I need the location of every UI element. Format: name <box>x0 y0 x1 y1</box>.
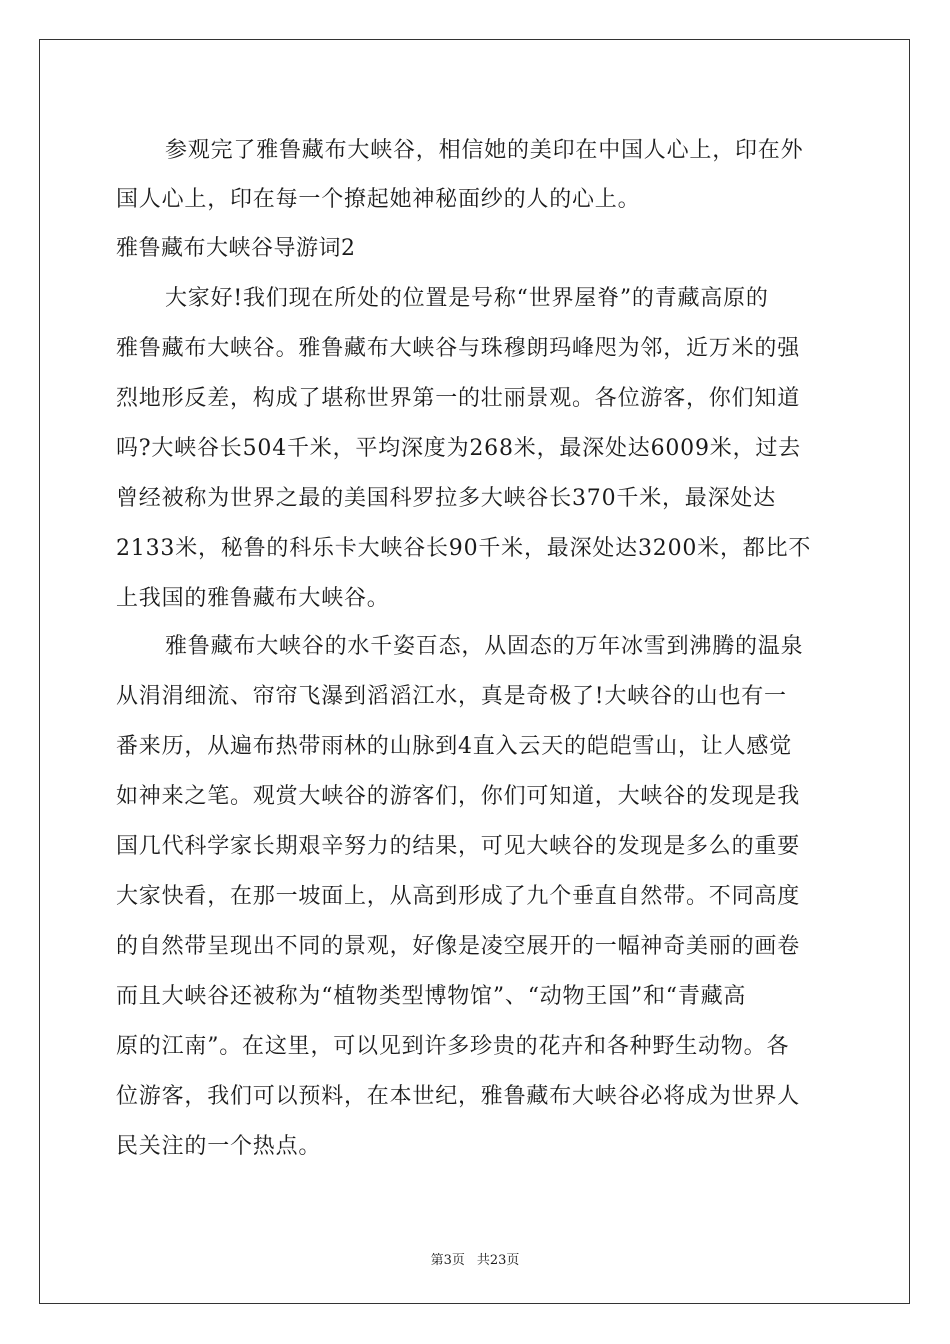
paragraph-line: 雅鲁藏布大峡谷。雅鲁藏布大峡谷与珠穆朗玛峰咫为邻，近万米的强 <box>116 336 801 361</box>
paragraph-line: 曾经被称为世界之最的美国科罗拉多大峡谷长370千米，最深处达 <box>116 486 776 511</box>
paragraph-line: 国几代科学家长期艰辛努力的结果，可见大峡谷的发现是多么的重要 <box>116 834 801 859</box>
paragraph-line: 番来历，从遍布热带雨林的山脉到4直入云天的皑皑雪山，让人感觉 <box>116 734 792 759</box>
paragraph-line: 原的江南”。在这里，可以见到许多珍贵的花卉和各种野生动物。各 <box>116 1034 790 1059</box>
paragraph-line: 如神来之笔。观赏大峡谷的游客们，你们可知道，大峡谷的发现是我 <box>116 784 801 809</box>
paragraph-line: 2133米，秘鲁的科乐卡大峡谷长90千米，最深处达3200米，都比不 <box>116 536 812 561</box>
paragraph-line: 国人心上，印在每一个撩起她神秘面纱的人的心上。 <box>116 187 641 212</box>
paragraph-line: 参观完了雅鲁藏布大峡谷，相信她的美印在中国人心上，印在外 <box>165 138 804 163</box>
paragraph-line: 上我国的雅鲁藏布大峡谷。 <box>116 586 390 611</box>
paragraph-line: 吗?大峡谷长504千米，平均深度为268米，最深处达6009米，过去 <box>116 436 801 461</box>
page-border <box>39 39 910 1304</box>
paragraph-line: 而且大峡谷还被称为“植物类型博物馆”、“动物王国”和“青藏高 <box>116 984 747 1009</box>
page-total: 共23页 <box>476 1253 520 1268</box>
paragraph-line: 的自然带呈现出不同的景观，好像是凌空展开的一幅神奇美丽的画卷 <box>116 934 801 959</box>
paragraph-line: 位游客，我们可以预料，在本世纪，雅鲁藏布大峡谷必将成为世界人 <box>116 1084 801 1109</box>
section-heading: 雅鲁藏布大峡谷导游词2 <box>116 236 356 261</box>
paragraph-line: 从涓涓细流、帘帘飞瀑到滔滔江水，真是奇极了!大峡谷的山也有一 <box>116 684 787 709</box>
page-footer <box>0 1249 950 1268</box>
paragraph-line: 大家快看，在那一坡面上，从高到形成了九个垂直自然带。不同高度 <box>116 884 801 909</box>
paragraph-line: 大家好!我们现在所处的位置是号称“世界屋脊”的青藏高原的 <box>165 286 769 311</box>
paragraph-line: 雅鲁藏布大峡谷的水千姿百态，从固态的万年冰雪到沸腾的温泉 <box>165 634 804 659</box>
paragraph-line: 民关注的一个热点。 <box>116 1134 322 1159</box>
page-number: 第3页 <box>430 1253 465 1268</box>
paragraph-line: 烈地形反差，构成了堪称世界第一的壮丽景观。各位游客，你们知道 <box>116 386 801 411</box>
